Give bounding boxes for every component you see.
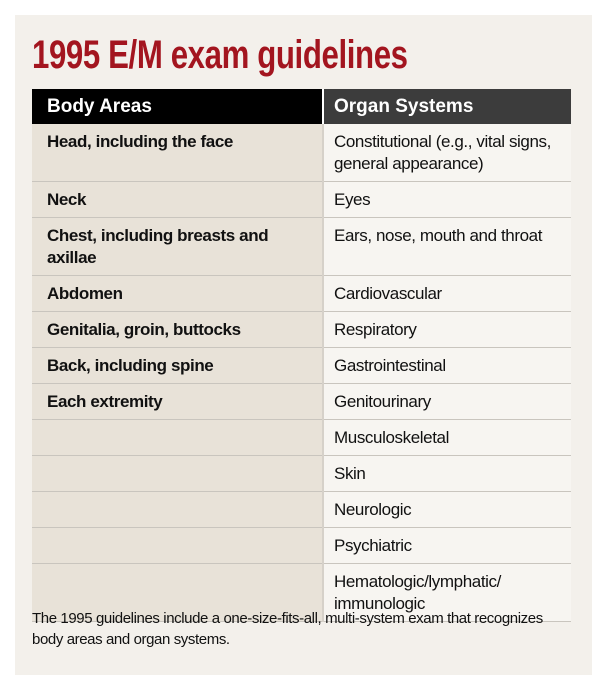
body-area-cell: Each extremity xyxy=(32,384,323,420)
body-area-cell: Chest, including breasts and axillae xyxy=(32,218,323,276)
body-area-cell xyxy=(32,456,323,492)
organ-system-cell: Constitutional (e.g., vital signs, general appearance) xyxy=(323,124,571,182)
organ-system-cell: Gastrointestinal xyxy=(323,348,571,384)
table-row xyxy=(32,420,571,456)
table-row xyxy=(32,528,571,564)
organ-system-cell: Ears, nose, mouth and throat xyxy=(323,218,571,276)
table-row xyxy=(32,124,571,182)
organ-system-cell: Hematologic/lymphatic/ immunologic xyxy=(323,564,571,622)
body-area-cell: Head, including the face xyxy=(32,124,323,182)
organ-system-cell: Genitourinary xyxy=(323,384,571,420)
header-organ-systems: Organ Systems xyxy=(323,89,571,124)
body-area-cell: Genitalia, groin, buttocks xyxy=(32,312,323,348)
caption: The 1995 guidelines include a one-size-fits-all, multi-system exam that recognizes body areas and organ systems. xyxy=(32,610,543,648)
exam-guidelines-table xyxy=(32,89,571,622)
header-body-areas: Body Areas xyxy=(32,89,323,124)
body-area-cell: Neck xyxy=(32,182,323,218)
page-title: 1995 E/M exam guidelines xyxy=(32,33,408,77)
table-row xyxy=(32,456,571,492)
table-row xyxy=(32,218,571,276)
organ-system-cell: Respiratory xyxy=(323,312,571,348)
table-row xyxy=(32,276,571,312)
organ-system-cell: Musculoskeletal xyxy=(323,420,571,456)
table-row xyxy=(32,182,571,218)
table-row xyxy=(32,348,571,384)
organ-system-cell: Skin xyxy=(323,456,571,492)
organ-system-cell: Neurologic xyxy=(323,492,571,528)
table-header-row xyxy=(32,89,571,124)
table-row xyxy=(32,384,571,420)
body-area-cell xyxy=(32,492,323,528)
body-area-cell: Abdomen xyxy=(32,276,323,312)
organ-system-cell: Psychiatric xyxy=(323,528,571,564)
organ-system-cell: Eyes xyxy=(323,182,571,218)
body-area-cell xyxy=(32,420,323,456)
table-row xyxy=(32,312,571,348)
body-area-cell: Back, including spine xyxy=(32,348,323,384)
organ-system-cell: Cardiovascular xyxy=(323,276,571,312)
body-area-cell xyxy=(32,528,323,564)
table-row xyxy=(32,492,571,528)
